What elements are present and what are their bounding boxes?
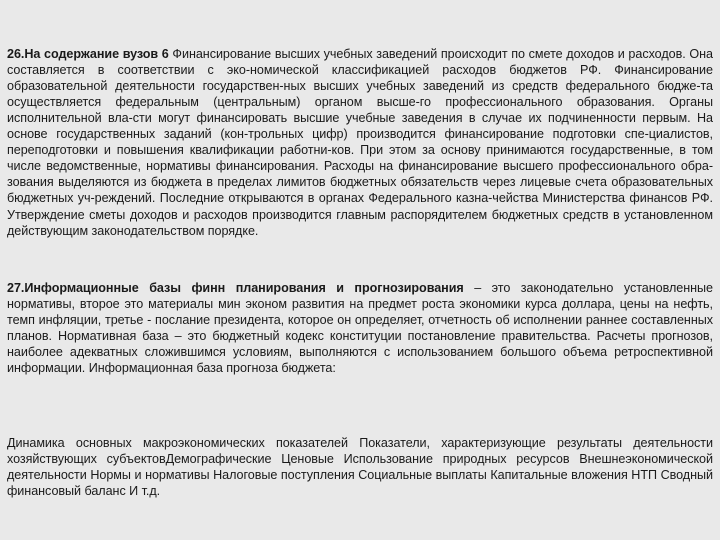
info-base-list: Динамика основных макроэкономических показателей Показатели, характеризующие результаты деятельности хозяйствующих субъектовДемографические Ценовые Использование природных ресурсов Внешнеэкономической деятельности Нормы и нормативы Налоговые поступления Социальные выплаты Капитальные вложения НТП Сводный финансовый баланс И т.д.: [7, 435, 713, 498]
section-heading-26: 26.На содержание вузов 6: [7, 46, 169, 61]
section-body-26: Финансирование высших учебных заведений происходит по смете доходов и расходов. Она составляется в соответствии с эко-номической классификацией расходов бюджетов РФ. Финансирование образовательной деятельности государствен-ных высших учебных заведений из средств федерального бюдже-та осуществляется федеральным (центральным) органом высше-го профессионального образования. Органы исполнительной вла-сти могут финансировать высшие учебные заведения в случае их подчиненности первым. На основе государственных заданий (кон-трольных цифр) производится финансирование подготовки спе-циалистов, переподготовки и повышения квалификации работни-ков. При этом за основу принимаются государственные, в том числе ведомственные, нормативы финансирования. Расходы на финансирование высшего профессионального обра-зования выделяются из бюджета в пределах лимитов бюджетных обязательств через лицевые счета образовательных бюджетных уч-реждений. Последние открываются в органах Федерального казна-чейства Министерства финансов РФ. Утверждение сметы доходов и расходов производится главным распорядителем бюджетных средств в установленном действующим законодательством порядке.: [7, 46, 713, 238]
paragraph-27: [7, 280, 713, 377]
section-body-27: – это законодательно установленные нормативы, второе это материалы мин эконом развития на предмет роста экономики курса доллара, цены на нефть, темп инфляции, третье - послание президента, которое он определяет, отчетность об исполнении раннее составленных планов. Нормативная база – это бюджетный кодекс конституции постановление правительства. Расчеты прогнозов, наиболее адекватных сложившимся условиям, выполняются с использованием большого объема ретроспективной информации. Информационная база прогноза бюджета:: [7, 280, 713, 376]
section-heading-27: 27.Информационные базы финн планирования и прогнозирования: [7, 280, 464, 295]
paragraph-26: [7, 46, 713, 239]
